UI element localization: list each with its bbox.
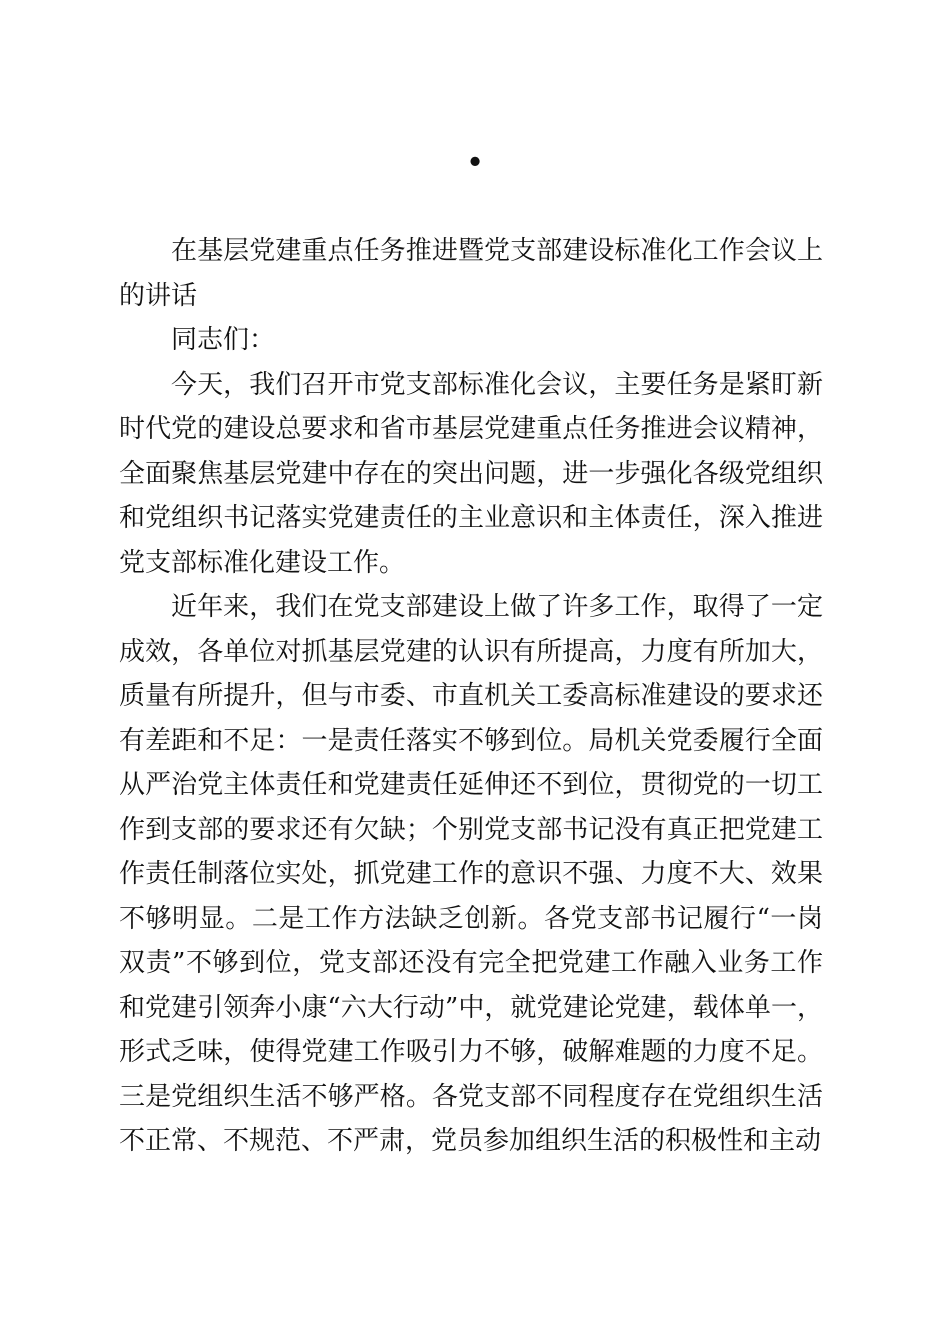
header-bullet-mark: •	[466, 148, 484, 178]
salutation: 同志们：	[171, 325, 276, 355]
document-title: 在基层党建重点任务推进暨党支部建设标准化工作会议上的讲话	[119, 236, 823, 311]
document-body	[119, 229, 823, 1164]
body-paragraph-1: 今天，我们召开市党支部标准化会议，主要任务是紧盯新时代党的建设总要求和省市基层党建重点任务推进会议精神，全面聚焦基层党建中存在的突出问题，进一步强化各级党组织和党组织书记落实党建责任的主业意识和主体责任，深入推进党支部标准化建设工作。	[119, 369, 823, 578]
body-paragraph-2: 近年来，我们在党支部建设上做了许多工作，取得了一定成效，各单位对抓基层党建的认识有所提高，力度有所加大，质量有所提升，但与市委、市直机关工委高标准建设的要求还有差距和不足：一是责任落实不够到位。局机关党委履行全面从严治党主体责任和党建责任延伸还不到位，贯彻党的一切工作到支部的要求还有欠缺；个别党支部书记没有真正把党建工作责任制落位实处，抓党建工作的意识不强、力度不大、效果不够明显。二是工作方法缺乏创新。各党支部书记履行“一岗双责”不够到位，党支部还没有完全把党建工作融入业务工作和党建引领奔小康“六大行动”中，就党建论党建，载体单一，形式乏味，使得党建工作吸引力不够，破解难题的力度不足。三是党组织生活不够严格。各党支部不同程度存在党组织生活不正常、不规范、不严肃，党员参加组织生活的积极性和主动	[119, 592, 823, 1156]
